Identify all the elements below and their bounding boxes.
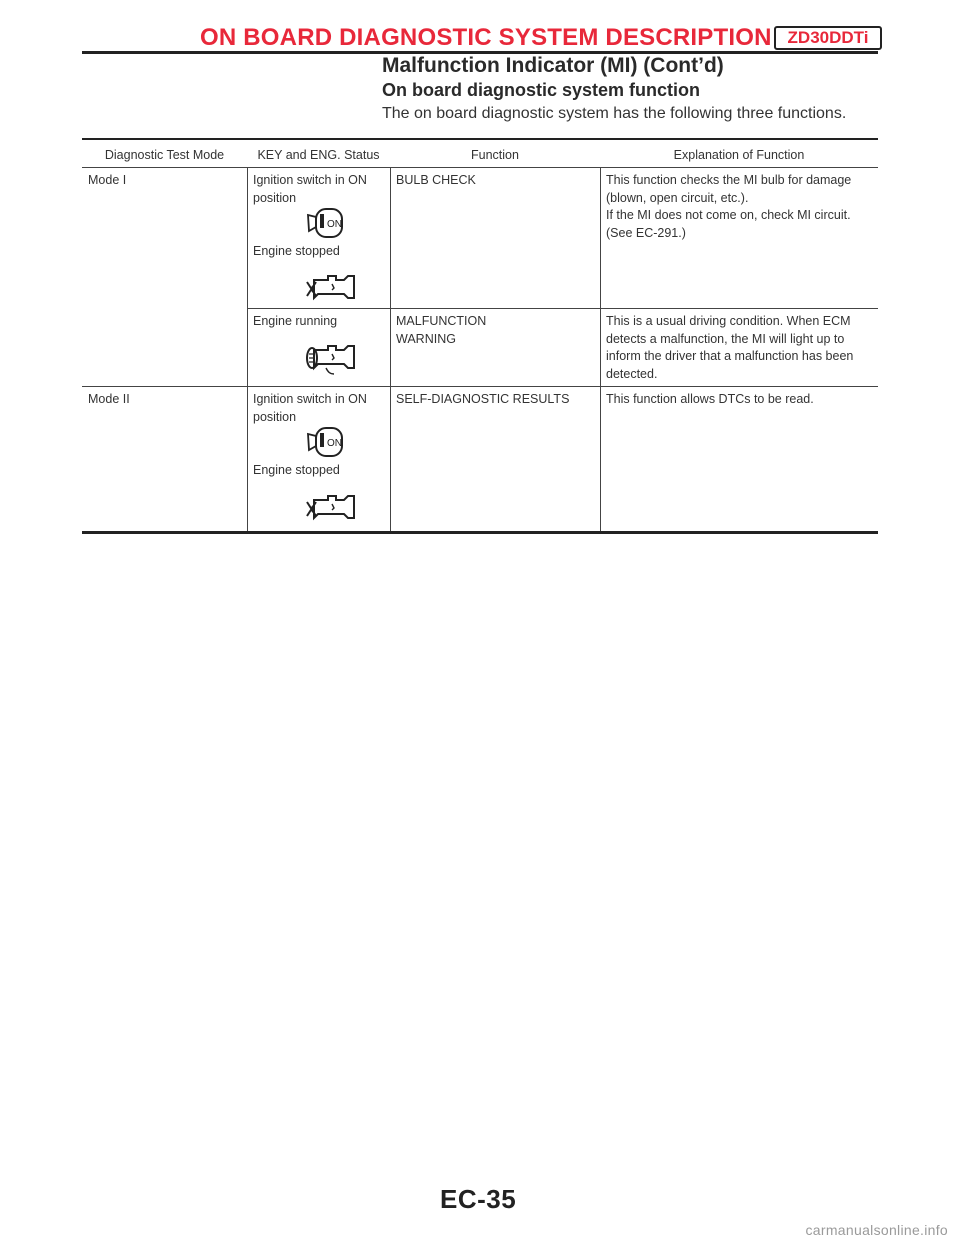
table-header-rule xyxy=(82,167,878,168)
explanation-line: This function checks the MI bulb for damage xyxy=(606,173,852,187)
table-cell-function: BULB CHECK xyxy=(396,173,476,187)
header-diagnostic-test-mode: Diagnostic Test Mode xyxy=(104,148,225,162)
header-key-eng-status: KEY and ENG. Status xyxy=(257,148,380,162)
explanation-line: (blown, open circuit, etc.). xyxy=(606,190,749,205)
table-cell-explanation xyxy=(606,172,851,242)
table-cell-function: SELF-DIAGNOSTIC RESULTS xyxy=(396,392,570,406)
column-divider xyxy=(600,168,601,531)
status-line: Ignition switch in ON xyxy=(253,392,367,406)
table-cell-explanation: This function allows DTCs to be read. xyxy=(606,392,814,406)
intro-text: The on board diagnostic system has the following three functions. xyxy=(382,105,847,122)
function-line: MALFUNCTION xyxy=(396,314,487,328)
row-divider xyxy=(247,308,878,309)
page-header-title: ON BOARD DIAGNOSTIC SYSTEM DESCRIPTION xyxy=(200,24,772,51)
explanation-line: (See EC-291.) xyxy=(606,225,686,240)
table-cell-mode: Mode I xyxy=(88,173,127,187)
engine-code-badge: ZD30DDTi xyxy=(774,26,882,50)
engine-running-icon xyxy=(304,336,358,378)
table-cell-status xyxy=(253,391,367,426)
column-divider xyxy=(390,168,391,531)
explanation-line: detected. xyxy=(606,366,658,381)
page-number: EC-35 xyxy=(440,1184,517,1214)
svg-text:ON: ON xyxy=(327,438,342,449)
subsection-title: On board diagnostic system function xyxy=(382,80,701,100)
function-line: WARNING xyxy=(396,331,456,346)
status-line: position xyxy=(253,190,297,205)
table-cell-status xyxy=(253,172,367,207)
row-divider xyxy=(82,386,878,387)
table-cell-status-engine: Engine stopped xyxy=(253,463,340,477)
explanation-line: If the MI does not come on, check MI circuit. xyxy=(606,208,851,222)
header-explanation: Explanation of Function xyxy=(673,148,805,162)
status-line: position xyxy=(253,409,297,424)
table-cell-function xyxy=(396,313,486,348)
table-top-rule xyxy=(82,138,878,140)
status-line: Ignition switch in ON xyxy=(253,173,367,187)
table-bottom-rule xyxy=(82,531,878,534)
engine-stopped-icon xyxy=(304,486,358,524)
table-cell-explanation xyxy=(606,313,853,383)
ignition-key-on-icon xyxy=(304,205,346,241)
column-divider xyxy=(247,168,248,531)
engine-stopped-icon xyxy=(304,266,358,304)
explanation-line: This is a usual driving condition. When ECM xyxy=(606,314,851,328)
ignition-key-on-icon xyxy=(304,424,346,460)
header-function: Function xyxy=(471,148,519,162)
table-cell-mode: Mode II xyxy=(88,392,130,406)
svg-text:ON: ON xyxy=(327,219,342,230)
section-title: Malfunction Indicator (MI) (Cont’d) xyxy=(382,54,724,77)
explanation-line: inform the driver that a malfunction has been xyxy=(606,349,854,363)
table-cell-status: Engine running xyxy=(253,314,338,328)
explanation-line: detects a malfunction, the MI will light up to xyxy=(606,331,845,346)
table-cell-status-engine: Engine stopped xyxy=(253,244,340,258)
watermark: carmanualsonline.info xyxy=(805,1222,948,1238)
